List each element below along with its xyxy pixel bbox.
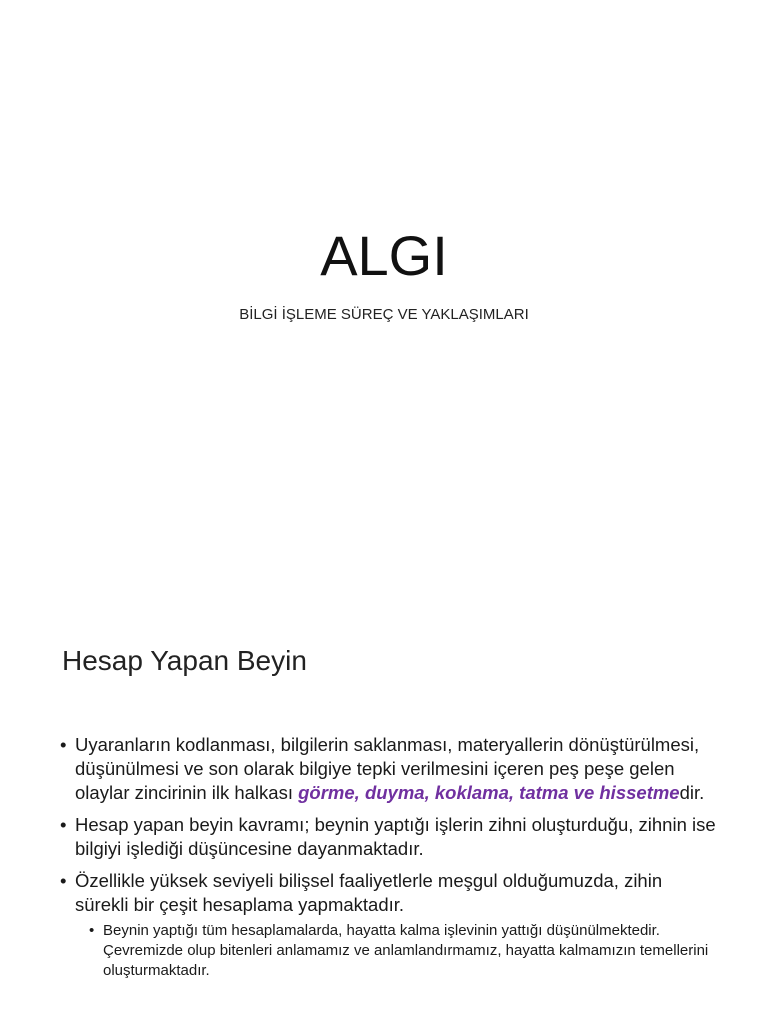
- content-slide: [0, 600, 768, 1024]
- bullet-item-2: [60, 813, 720, 861]
- sub-bullet-item-1: [89, 921, 720, 981]
- bullet-2-text: Hesap yapan beyin kavramı; beynin yaptığı işlerin zihni oluşturduğu, zihnin ise bilgiyi işlediği düşüncesine dayanmaktadır.: [75, 814, 716, 859]
- slide-subtitle: BİLGİ İŞLEME SÜREÇ VE YAKLAŞIMLARI: [239, 306, 529, 323]
- sub-bullet-list: [75, 921, 720, 981]
- sub-bullet-1-text: Beynin yaptığı tüm hesaplamalarda, hayatta kalma işlevinin yattığı düşünülmektedir. Çevremizde olup bitenleri anlamamız ve anlamlandırmamız, hayatta kalmamızın temellerini oluşturmaktadır.: [103, 922, 709, 979]
- bullet-list: [60, 733, 720, 989]
- bullet-1-suffix: dir.: [679, 782, 705, 803]
- slide-title: ALGI: [320, 224, 448, 287]
- bullet-item-1: [60, 733, 720, 805]
- slide-heading: Hesap Yapan Beyin: [62, 645, 307, 676]
- bullet-item-3: [60, 869, 720, 981]
- bullet-1-highlight: görme, duyma, koklama, tatma ve hissetme: [298, 782, 680, 803]
- bullet-1-text: Uyaranların kodlanması, bilgilerin saklanması, materyallerin dönüştürülmesi, düşünülmesi ve son olarak bilgiye tepki verilmesini içeren peş peşe gelen olaylar zincirinin ilk halkası: [75, 734, 700, 803]
- bullet-3-text: Özellikle yüksek seviyeli bilişsel faaliyetlerle meşgul olduğumuzda, zihin sürekli bir çeşit hesaplama yapmaktadır.: [75, 870, 663, 915]
